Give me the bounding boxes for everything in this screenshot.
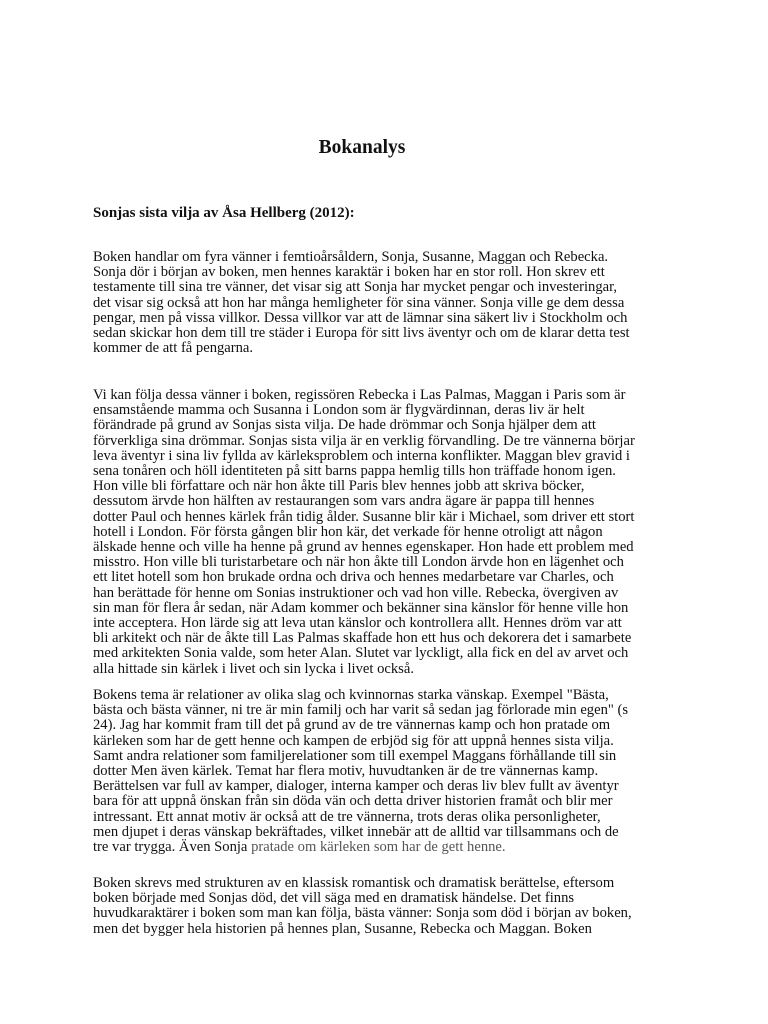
text-line: älskade henne och ville ha henne på grund av hennes egenskaper. Hon hade ett problem med (93, 539, 634, 556)
text-line: inte acceptera. Hon lärde sig att leva utan känslor och kontrollera allt. Hennes dröm var att (93, 615, 622, 632)
text-line: kärleken som har de gett henne och kampen de erbjöd sig för att uppnå hennes sista vilja. (93, 732, 614, 749)
text-line: Berättelsen var full av kamper, dialoger, interna kamper och deras liv blev fullt av äventyr (93, 778, 619, 795)
text-line: men det bygger hela historien på hennes plan, Susanne, Rebecka och Maggan. Boken (93, 920, 592, 937)
text-line: det visar sig också att hon har många hemligheter för sina vänner. Sonja ville ge dem dessa (93, 294, 625, 311)
text-line: dessutom ärvde hon hälften av restaurangen som vars andra ägare är pappa till hennes (93, 493, 595, 510)
text-line: Vi kan följa dessa vänner i boken, regissören Rebecka i Las Palmas, Maggan i Paris som är (93, 387, 626, 403)
text-line: boken började med Sonjas död, det vill säga med en dramatisk händelse. Det finns (93, 890, 575, 907)
paragraph-summary (93, 250, 693, 356)
text-line: Hon ville bli författare och när hon åkte till Paris blev hennes jobb att skriva böcker, (93, 478, 585, 495)
text-line: bli arkitekt och när de åkte till Las Palmas skaffade hon ett hus och dekorera det i samarbete (93, 630, 632, 647)
text-line: Boken handlar om fyra vänner i femtioårsåldern, Sonja, Susanne, Maggan och Rebecka. (93, 249, 609, 265)
text-line: men djupet i deras vänskap bekräftades, vilket innebär att de alltid var tillsammans och de (93, 823, 619, 840)
text-line: förverkliga sina drömmar. Sonjas sista vilja är en verklig förvandling. De tre vännerna börjar (93, 432, 635, 449)
text-line: Boken skrevs med strukturen av en klassisk romantisk och dramatisk berättelse, eftersom (93, 875, 615, 891)
paragraph-theme (93, 688, 693, 855)
text-line: sedan skickar hon dem till tre städer i Europa för sitt livs äventyr och om de klarar detta test (93, 325, 630, 342)
paragraph-characters (93, 388, 693, 677)
text-line: bara för att uppnå önskan från sin döda vän och detta driver historien framåt och blir mer (93, 793, 613, 810)
text-line: 24). Jag har kommit fram till det på grund av de tre vännernas kamp och hon pratade om (93, 717, 611, 734)
text-line: testamente till sina tre vänner, det visar sig att Sonja har mycket pengar och investeringar, (93, 279, 618, 296)
text-line: med arkitekten Sonia valde, som heter Alan. Slutet var lyckligt, alla fick en del av arvet och (93, 645, 629, 662)
text-line: misstro. Hon ville bli turistarbetare och när hon åkte till London ärvde hon en lägenhet och (93, 554, 624, 571)
text-line: alla hittade sin kärlek i livet och sin lycka i livet också. (93, 660, 414, 677)
text-line: ensamstående mamma och Susanna i London som är flygvärdinnan, deras liv är helt (93, 402, 585, 419)
text-line: intressant. Ett annat motiv är också att de tre vännerna, trots deras olika personligheter, (93, 808, 601, 825)
text-line: hotell i London. För första gången blir hon kär, det verkade för henne otroligt att någon (93, 523, 603, 540)
text-line: pengar, men på vissa villkor. Dessa villkor var att de lämnar sina säkert liv i Stockholm och (93, 309, 628, 326)
text-line: ett litet hotell som hon brukade ordna och driva och hennes medarbetare var Charles, och (93, 569, 614, 586)
text-line: leva äventyr i sina liv fyllda av kärleksproblem och interna konflikter. Maggan blev gravid i (93, 447, 630, 464)
text-line: kommer de att få pengarna. (93, 340, 254, 357)
text-line: han berättade för henne om Sonias instruktioner och vad hon ville. Rebecka, övergiven av (93, 584, 619, 601)
text-line: bästa och bästa vänner, ni tre är min familj och har varit så sedan jag förlorade min egen" (s (93, 702, 629, 719)
text-line: Samt andra relationer som familjerelationer som till exempel Maggans förhållande till sin (93, 747, 617, 764)
book-subtitle: Sonjas sista vilja av Åsa Hellberg (2012): (93, 205, 355, 221)
text-line: sena tonåren och höll identiteten på sitt barns pappa hemlig tills hon träffade honom igen. (93, 463, 616, 480)
document-title: Bokanalys (318, 137, 406, 158)
text-line: Bokens tema är relationer av olika slag och kvinnornas starka vänskap. Exempel "Bästa, (93, 687, 609, 703)
text-line: Sonja dör i början av boken, men hennes karaktär i boken har en stor roll. Hon skrev ett (93, 264, 605, 281)
text-line-last (93, 840, 693, 855)
paragraph-structure (93, 876, 693, 937)
faded-text-segment: pratade om kärleken som har de gett henne. (251, 839, 506, 856)
text-line: dotter Men även kärlek. Temat har flera motiv, huvudtanken är de tre vännernas kamp. (93, 763, 599, 780)
text-line: förändrade på grund av Sonjas sista vilja. De hade drömmar och Sonja hjälper dem att (93, 417, 596, 434)
text-line: huvudkaraktärer i boken som man kan följa, bästa vänner: Sonja som död i början av boken, (93, 905, 632, 922)
text-line: dotter Paul och hennes kärlek från tidig ålder. Susanne blir kär i Michael, som driver ett stort (93, 508, 635, 525)
text-segment: tre var trygga. Även Sonja (93, 839, 252, 856)
text-line: sin man för flera år sedan, när Adam kommer och bekänner sina känslor för henne ville hon (93, 599, 629, 616)
